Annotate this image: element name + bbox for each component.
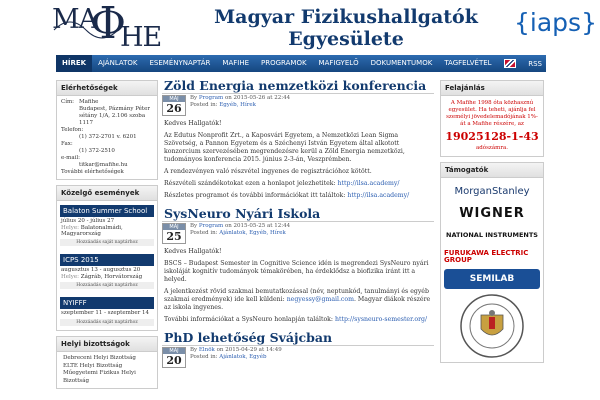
post-meta-text: By Program on 2015-05-25 at 12:44 Posted in: Ajánlatok, Egyéb, Hírek [190, 223, 291, 236]
post-date-box [162, 347, 186, 368]
tax-number: 19025128-1-43 [445, 130, 539, 143]
post [162, 78, 434, 200]
post-author[interactable]: Elnök [198, 347, 215, 353]
post-day: 25 [166, 230, 182, 243]
nav-item-mafigyelo[interactable]: MAFIGYELŐ [318, 59, 359, 67]
post-date-box [162, 223, 186, 244]
post-meta [162, 223, 434, 244]
helyi-item[interactable]: ELTE Helyi Bizottság [63, 362, 123, 369]
event-item [57, 201, 157, 250]
tamogatok-title: Támogatók [441, 163, 543, 178]
event-item [57, 293, 157, 330]
post-paragraph: Részletes programot és további információkat itt találtok: http://ilsa.academy/ [164, 192, 410, 199]
right-sidebar [440, 80, 544, 368]
post-title[interactable]: SysNeuro Nyári Iskola [162, 206, 434, 222]
post-paragraph: Kedves Hallgatók! [164, 248, 222, 255]
helyi-item[interactable]: Debreceni Helyi Bizottság [63, 355, 136, 361]
nav-item-esemenynaptar[interactable]: ESEMÉNYNAPTÁR [149, 59, 211, 67]
event-place: Helye: Balatonalmádi, Magyarország [61, 225, 123, 237]
tel-value: (1) 372-2701 v. 6201 [79, 134, 137, 140]
post-categories[interactable]: Ajánlatok, Egyéb, Hírek [219, 230, 286, 236]
events-box-title: Közelgő események [57, 186, 157, 201]
helyi-item[interactable]: Műegyetemi Fizikus Helyi [63, 370, 136, 376]
post-categories[interactable]: Ajánlatok, Egyéb [219, 354, 267, 360]
site-title [196, 6, 496, 50]
post-meta [162, 95, 434, 116]
post-link[interactable]: http://ilsa.academy/ [337, 180, 400, 187]
post-categories[interactable]: Egyéb, Hírek [219, 102, 256, 108]
english-flag-icon[interactable] [504, 59, 516, 68]
nav-item-mafihe[interactable]: MAFIHE [222, 59, 250, 67]
post-meta-text: By Elnök on 2015-04-29 at 14:49 Posted in: Ajánlatok, Egyéb [190, 347, 282, 360]
felajanlas-text: A Mafihe 1998 óta közhasznú egyesület. Ha teheti, ajánlja fel személyi jövedelemadójának 1%-át a Mafihe részére, az 19025128-1-43 adószámra. [445, 100, 539, 151]
nav-item-dokumentumok[interactable]: DOKUMENTUMOK [370, 59, 433, 67]
post-month: MÁJ [163, 96, 185, 102]
fax-label: Fax: [61, 141, 73, 147]
post-month: MÁJ [163, 224, 185, 230]
event-name[interactable]: NYIFFF [60, 297, 154, 309]
felajanlas-title: Felajánlás [441, 81, 543, 96]
cim-line-1: Mafihe [79, 99, 99, 105]
post-body [162, 248, 434, 324]
add-to-calendar-button[interactable]: Hozzáadás saját naptárhoz [60, 239, 154, 246]
events-box [56, 185, 158, 331]
post-paragraph: A jelentkezést rövid szakmai bemutatkozással (név, neptunkód, tanulmányi és egyéb szakmai eredmények) ide kell küldeni: negyessy@gmail.com. Magyar diákok részére az iskola ingyenes. [164, 288, 431, 311]
post-meta [162, 347, 434, 368]
post-paragraph: Részvételi szándékotokat ezen a honlapot jelezhetitek: http://ilsa.academy/ [164, 180, 400, 187]
post-paragraph: BSCS – Budapest Semester in Cognitive Science idén is megrendezi SysNeuro nyári iskoláját kognitív tudományok témakörében, ha érdeklődsz a biofizika iránt itt a helyed. [164, 260, 429, 283]
add-to-calendar-button[interactable]: Hozzáadás saját naptárhoz [60, 282, 154, 289]
nav-item-ajanlatok[interactable]: AJÁNLATOK [98, 59, 138, 67]
post-meta-text: By Program on 2015-05-26 at 22:44 Posted in: Egyéb, Hírek [190, 95, 291, 108]
tel-label: Telefon: [61, 127, 84, 133]
post-author[interactable]: Program [198, 95, 224, 101]
post-email-link[interactable]: negyessy@gmail.com [286, 296, 354, 303]
event-place: Helye: Zágráb, Horvátország [61, 274, 143, 280]
post-paragraph: Az Edutus Nonprofit Zrt., a Kaposvári Egyetem, a Nemzetközi Lean Sigma Szövetség, a Pannon Egyetem és a Széchenyi István Egyetem által alkotott konzorcium szervezésében megrendezésre kerül a Zöld Energia nemzetközi, tudományos konferencia 2015. június 2-3-án, Veszprémben. [164, 132, 405, 163]
post-title[interactable]: Zöld Energia nemzetközi konferencia [162, 78, 434, 94]
university-seal-icon[interactable] [444, 293, 540, 359]
mafihe-logo[interactable] [52, 0, 162, 53]
cim-line-3: sétány 1/A, 2.106 szoba [79, 113, 146, 119]
header [0, 0, 600, 54]
email-value[interactable]: titkar@mafihe.hu [79, 162, 128, 168]
helyi-box-title: Helyi bizottságok [57, 337, 157, 352]
helyi-box [56, 336, 158, 389]
logo-he: HE [120, 22, 162, 53]
post-paragraph: Kedves Hallgatók! [164, 120, 222, 127]
post-link[interactable]: http://sysneuro-semester.org/ [334, 316, 428, 323]
more-contacts-link[interactable]: További elérhetőségek [61, 169, 124, 175]
post-body [162, 120, 434, 200]
site-title-line2: Egyesülete [288, 28, 404, 50]
sponsor-furukawa[interactable]: FURUKAWA ELECTRIC GROUP [444, 249, 529, 264]
tamogatok-box [440, 162, 544, 363]
sponsor-national-instruments[interactable]: NATIONAL INSTRUMENTS [446, 230, 538, 239]
sponsor-list [441, 178, 543, 362]
post-paragraph: A rendezvényen való részvétel ingyenes de regisztrációhoz kötött. [164, 168, 372, 175]
event-date: július 20 - július 27 [61, 218, 115, 224]
site-title-line1: Magyar Fizikushallgatók [214, 6, 478, 28]
event-date: szeptember 11 - szeptember 14 [61, 310, 150, 316]
main-nav [56, 55, 546, 72]
sponsor-semilab[interactable]: SEMILAB [444, 269, 540, 289]
fax-value: (1) 372-2510 [79, 148, 115, 154]
helyi-list [57, 352, 157, 388]
post-author[interactable]: Program [198, 223, 224, 229]
main-content [162, 78, 434, 374]
nav-item-programok[interactable]: PROGRAMOK [261, 59, 307, 67]
left-sidebar [56, 80, 158, 394]
event-item [57, 250, 157, 293]
add-to-calendar-button[interactable]: Hozzáadás saját naptárhoz [60, 319, 154, 326]
post-month: MÁJ [163, 348, 185, 354]
logo-ma: MA [52, 4, 98, 35]
post-date-box [162, 95, 186, 116]
post-title[interactable]: PhD lehetőség Svájcban [162, 330, 434, 346]
rss-link[interactable]: RSS [528, 59, 542, 68]
cim-line-2: Budapest, Pázmány Péter [79, 106, 151, 112]
post [162, 330, 434, 368]
helyi-item[interactable]: Bizottság [63, 377, 90, 384]
felajanlas-box [440, 80, 544, 157]
logo-phi: Φ [90, 0, 127, 49]
iaps-logo[interactable]: {iaps} [514, 8, 597, 37]
contact-box-title: Elérhetőségek [57, 81, 157, 96]
post-day: 20 [166, 354, 182, 367]
email-label: e-mail: [61, 155, 80, 161]
sponsor-wigner[interactable]: WIGNER [459, 205, 525, 221]
event-name[interactable]: Balaton Summer School [60, 205, 154, 217]
cim-label: Cím: [61, 99, 75, 105]
post-link[interactable]: http://ilsa.academy/ [347, 192, 410, 199]
sponsor-morgan-stanley[interactable]: MorganStanley [454, 185, 530, 197]
nav-item-hirek[interactable]: HÍREK [56, 55, 92, 72]
post-day: 26 [166, 102, 182, 115]
event-name[interactable]: ICPS 2015 [60, 254, 154, 266]
cim-line-4: 1117 [79, 120, 93, 126]
nav-item-tagfelvetel[interactable]: TAGFELVÉTEL [444, 59, 492, 67]
post [162, 206, 434, 324]
post-paragraph: További információkat a SysNeuro honlapján találtok: http://sysneuro-semester.org/ [164, 316, 428, 323]
logo-wave-icon [52, 0, 160, 50]
contact-box [56, 80, 158, 180]
contact-info [57, 96, 157, 179]
event-date: augusztus 13 - augusztus 20 [61, 267, 141, 273]
